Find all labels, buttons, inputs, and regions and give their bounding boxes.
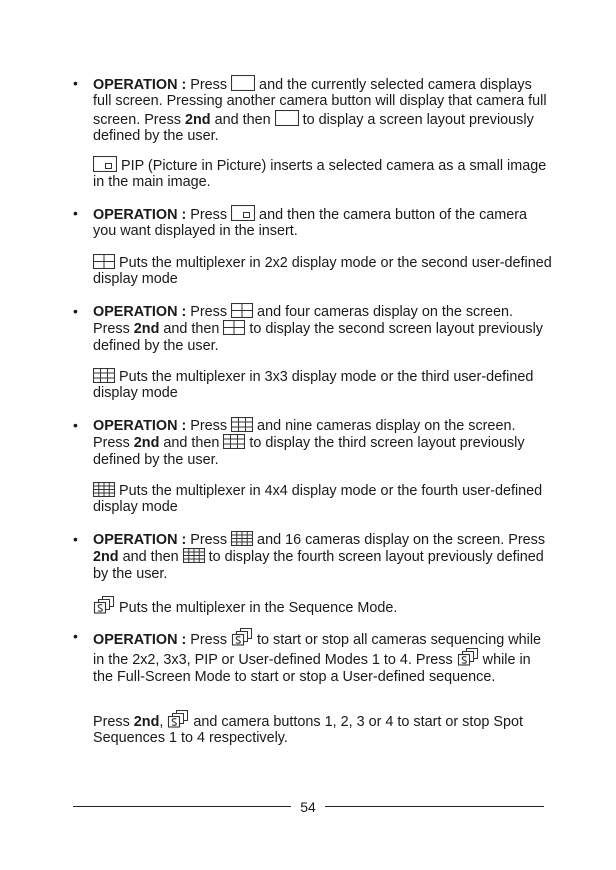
- pip-button-icon: [93, 156, 117, 172]
- footer-rule-left: [73, 806, 291, 807]
- operation-label: OPERATION :: [93, 532, 187, 548]
- grid-3x3-button-icon: [93, 368, 115, 383]
- grid-3x3-button-icon: [231, 417, 253, 432]
- sequence-description: Puts the multiplexer in the Sequence Mode.: [93, 596, 553, 616]
- operation-label: OPERATION :: [93, 207, 187, 223]
- sequence-button-icon: [231, 628, 253, 646]
- grid-4x4-description: Puts the multiplexer in 4x4 display mode or the fourth user-defined display mode: [93, 483, 543, 516]
- operation-grid-3x3: OPERATION : Press and nine cameras display on the screen. Press 2nd and then to display the third screen layout previously defined by the user.: [93, 418, 525, 468]
- quad-2x2-button-icon: [93, 254, 115, 269]
- operation-grid-4x4: OPERATION : Press and 16 cameras display on the screen. Press 2nd and then to display the fourth screen layout previously defined by the user.: [93, 532, 546, 582]
- operation-quad: OPERATION : Press and four cameras display on the screen. Press 2nd and then to display the second screen layout previously defined by the user.: [93, 304, 543, 354]
- operation-label: OPERATION :: [93, 304, 187, 320]
- page-number: 54: [300, 799, 316, 815]
- full-screen-button-icon: [231, 75, 255, 91]
- grid-4x4-button-icon: [231, 531, 253, 546]
- bullet: •: [73, 417, 78, 433]
- operation-sequence: OPERATION : Press to start or stop all cameras sequencing while in the 2x2, 3x3, PIP or User-defined Modes 1 to 4. Press while in the Full-Screen Mode to start or stop a User-defined sequence.: [93, 628, 553, 685]
- pip-description: PIP (Picture in Picture) inserts a selected camera as a small image in the main image.: [93, 158, 547, 191]
- sequence-button-icon: [457, 648, 479, 666]
- sequence-button-icon: [93, 596, 115, 614]
- grid-3x3-button-icon: [223, 434, 245, 449]
- page-footer: [0, 798, 616, 818]
- bullet: •: [73, 303, 78, 319]
- pip-button-icon: [231, 205, 255, 221]
- grid-4x4-button-icon: [183, 548, 205, 563]
- bullet: •: [73, 205, 78, 221]
- grid-3x3-description: Puts the multiplexer in 3x3 display mode or the third user-defined display mode: [93, 369, 534, 402]
- full-screen-button-icon: [275, 110, 299, 126]
- bullet: •: [73, 628, 78, 644]
- spot-sequence-description: Press 2nd, and camera buttons 1, 2, 3 or 4 to start or stop Spot Sequences 1 to 4 respectively.: [93, 710, 553, 747]
- operation-label: OPERATION :: [93, 77, 187, 93]
- quad-description: Puts the multiplexer in 2x2 display mode or the second user-defined display mode: [93, 255, 552, 288]
- quad-2x2-button-icon: [223, 320, 245, 335]
- footer-rule-right: [325, 806, 544, 807]
- operation-label: OPERATION :: [93, 632, 187, 648]
- quad-2x2-button-icon: [231, 303, 253, 318]
- bullet: •: [73, 75, 78, 91]
- grid-4x4-button-icon: [93, 482, 115, 497]
- operation-pip: OPERATION : Press and then the camera button of the camera you want displayed in the insert.: [93, 207, 528, 240]
- sequence-button-icon: [167, 710, 189, 728]
- operation-label: OPERATION :: [93, 418, 187, 434]
- bullet: •: [73, 531, 78, 547]
- operation-full-screen: OPERATION : Press and the currently selected camera displays full screen. Pressing another camera button will display that camera full screen. Press 2nd and then to display a screen layout previously defined by the user.: [93, 77, 547, 144]
